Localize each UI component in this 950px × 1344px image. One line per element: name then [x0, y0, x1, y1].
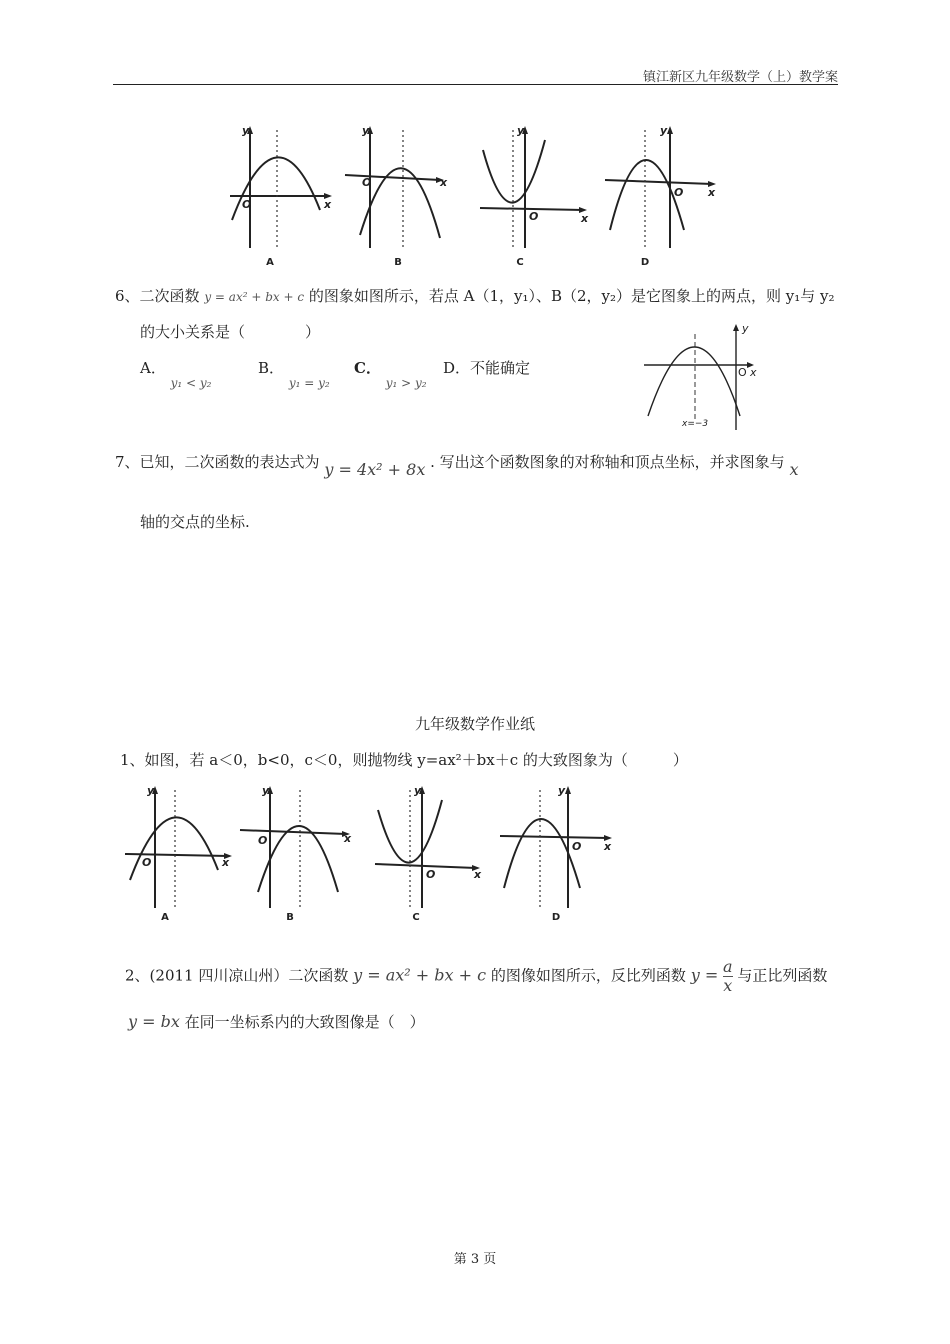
homework-title: 九年级数学作业纸 [414, 715, 535, 733]
hw-graph-d-o: O [572, 840, 582, 853]
hw-q2-line2-text: 在同一坐标系内的大致图像是（ ） [184, 1013, 425, 1031]
q7-text: . 写出这个函数图象的对称轴和顶点坐标，并求图象与 [430, 453, 785, 471]
q7-var: x [789, 460, 799, 479]
question-6 [115, 286, 835, 307]
hw-q2-frac-num: a [723, 957, 733, 976]
hw-graph-b-o: O [258, 834, 268, 847]
graph-c-x: x [581, 212, 589, 225]
graph-c-label: C [516, 257, 524, 268]
q6-option-c-math: y₁ > y₂ [385, 376, 427, 390]
hw-graph-b [240, 784, 352, 923]
q6-option-a [140, 357, 212, 390]
graph-set-top-svg [220, 120, 720, 270]
q7-line2: 轴的交点的坐标. [140, 513, 250, 531]
hw-q2-frac-den: x [723, 976, 733, 995]
graph-c-o: O [529, 210, 539, 223]
question-7 [115, 452, 799, 479]
hw-q2-prefix: 2、(2011 四川凉山州）二次函数 [125, 966, 349, 985]
hw-graph-b-label: B [286, 912, 294, 923]
q6-line2: 的大小关系是（ ） [140, 323, 321, 341]
hw-q2-formula: y = ax² + bx + c [353, 965, 487, 985]
graph-d-x: x [708, 186, 716, 199]
q6-prefix: 6、二次函数 [115, 287, 200, 305]
q6-fig-o: O [738, 366, 747, 379]
hw-q2-formula2: y = bx [128, 1012, 180, 1031]
homework-q2-line2 [128, 1012, 425, 1032]
q6-figure-svg [640, 320, 770, 432]
q6-fig-axis-label: x=−3 [682, 419, 709, 429]
hw-graph-b-y: y [262, 784, 270, 797]
hw-graph-d-y: y [558, 784, 566, 797]
hw-graph-d [500, 784, 612, 923]
q6-fig-y: y [742, 322, 749, 335]
hw-graph-d-label: D [551, 912, 561, 923]
q6-option-a-label: A． [140, 359, 166, 377]
hw-q2-frac-lhs: y = [690, 965, 719, 985]
header-rule [113, 84, 838, 85]
graph-c-y: y [517, 124, 525, 137]
graph-d [605, 124, 716, 268]
graph-set-bottom-svg [120, 780, 620, 930]
hw-graph-c-o: O [426, 868, 436, 881]
homework-q2 [125, 958, 827, 995]
graph-b-label: B [394, 257, 402, 268]
q6-option-b [258, 357, 330, 390]
hw-q2-fraction [723, 958, 733, 995]
page-number: 第 3 页 [453, 1252, 497, 1267]
hw-graph-a-label: A [161, 912, 169, 923]
graph-d-y: y [660, 124, 668, 137]
graph-set-bottom [120, 780, 620, 930]
q6-option-c-label: C． [354, 359, 381, 377]
graph-a-label: A [266, 257, 274, 268]
graph-b-x: x [440, 176, 448, 189]
hw-graph-d-x: x [604, 840, 612, 853]
graph-b [345, 124, 448, 268]
q6-formula: y = ax² + bx + c [204, 290, 305, 304]
q6-option-c [354, 357, 427, 390]
graph-set-top [220, 120, 720, 270]
graph-d-o: O [674, 186, 684, 199]
graph-b-y: y [362, 124, 370, 137]
hw-graph-a-o: O [142, 856, 152, 869]
q7-prefix: 7、已知，二次函数的表达式为 [115, 453, 320, 471]
hw-graph-c-x: x [474, 868, 482, 881]
q7-formula: y = 4x² + 8x [324, 460, 426, 479]
q6-figure [640, 320, 770, 432]
hw-graph-c-y: y [414, 784, 422, 797]
hw-graph-a-y: y [147, 784, 155, 797]
hw-graph-a [125, 784, 232, 923]
graph-a-x: x [324, 198, 332, 211]
q6-fig-x: x [750, 366, 757, 379]
hw-graph-a-x: x [222, 856, 230, 869]
graph-a [230, 124, 332, 268]
q6-option-b-math: y₁ = y₂ [288, 376, 330, 390]
graph-c [480, 124, 589, 268]
graph-a-o: O [242, 198, 252, 211]
hw-graph-c-label: C [412, 912, 420, 923]
hw-graph-b-x: x [344, 832, 352, 845]
graph-d-label: D [640, 257, 650, 268]
hw-q2-tail: 与正比列函数 [737, 966, 828, 985]
graph-a-y: y [242, 124, 250, 137]
hw-graph-c [375, 784, 482, 923]
q6-text: 的图象如图所示，若点 A（1，y₁）、B（2，y₂）是它图象上的两点，则 y₁与 y₂ [308, 287, 835, 305]
hw-q2-mid: 的图像如图所示，反比列函数 [490, 966, 686, 985]
page-header: 镇江新区九年级数学（上）教学案 [642, 70, 838, 85]
graph-b-o: O [362, 176, 372, 189]
homework-q1: 1、如图，若 a＜0，b<0，c＜0，则抛物线 y=ax²＋bx＋c 的大致图象为（ ） [120, 751, 688, 769]
q6-option-a-math: y₁ < y₂ [170, 376, 212, 390]
q6-option-d: D．不能确定 [443, 359, 531, 377]
q6-option-b-label: B． [258, 359, 285, 377]
